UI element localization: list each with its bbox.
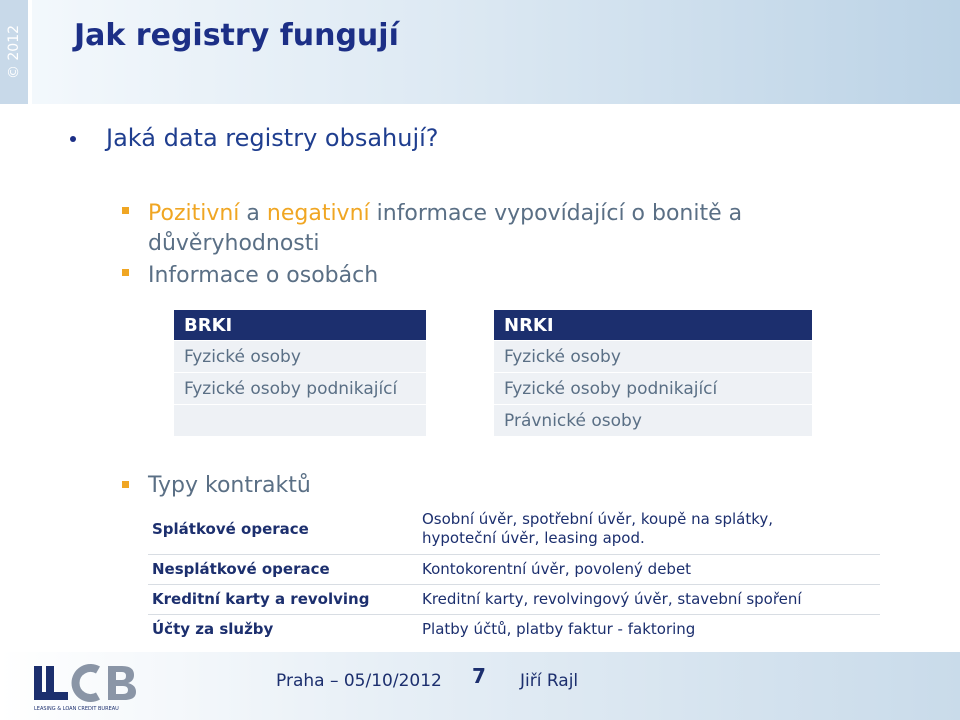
square-bullet-icon [122, 207, 129, 214]
square-bullet-icon [122, 481, 129, 488]
nrki-row: Fyzické osoby [494, 341, 812, 373]
footer-author: Jiří Rajl [520, 671, 579, 691]
contract-desc: Kontokorentní úvěr, povolený debet [412, 554, 880, 584]
contracts-table [148, 508, 880, 644]
slide-title: Jak registry fungují [74, 18, 399, 53]
table-row [148, 508, 880, 554]
word-pozitivni: Pozitivní [148, 201, 240, 226]
table-row [148, 584, 880, 614]
bullet-item-1 [148, 199, 742, 259]
nrki-row: Fyzické osoby podnikající [494, 373, 812, 405]
logo-subtitle: LEASING & LOAN CREDIT BUREAU [34, 706, 119, 712]
copyright-vertical [0, 0, 28, 104]
nrki-row: Právnické osoby [494, 405, 812, 437]
table-row [148, 554, 880, 584]
nrki-table [494, 310, 812, 436]
brki-header: BRKI [174, 310, 426, 341]
bullet-item-2: Informace o osobách [148, 263, 379, 288]
copyright-text: © 2012 [6, 24, 22, 80]
contract-type: Nesplátkové operace [148, 554, 412, 584]
word-negativni: negativní [266, 201, 370, 226]
contract-desc: Platby účtů, platby faktur - faktoring [412, 614, 880, 644]
llcb-logo [32, 662, 152, 712]
square-bullet-icon [122, 269, 129, 276]
contract-desc-line1: Osobní úvěr, spotřební úvěr, koupě na splátky, [422, 510, 774, 528]
page-number: 7 [472, 664, 486, 688]
contract-desc-line2: hypoteční úvěr, leasing apod. [422, 529, 645, 547]
contract-type: Kreditní karty a revolving [148, 584, 412, 614]
bullet-item-3: Typy kontraktů [148, 473, 311, 498]
item1-rest: informace vypovídající o bonitě a [369, 201, 743, 226]
brki-row: Fyzické osoby [174, 341, 426, 373]
llcb-logo-icon [32, 662, 152, 712]
table-row [148, 614, 880, 644]
contract-desc [412, 508, 880, 554]
contract-desc: Kreditní karty, revolvingový úvěr, stavební spoření [412, 584, 880, 614]
brki-row: Fyzické osoby podnikající [174, 373, 426, 405]
contract-type: Účty za služby [148, 614, 412, 644]
bullet-dot-icon [70, 136, 76, 142]
bullet-level1: Jaká data registry obsahují? [106, 124, 439, 152]
contract-type: Splátkové operace [152, 520, 309, 538]
footer-date: Praha – 05/10/2012 [276, 671, 442, 691]
word-a: a [239, 201, 267, 226]
brki-row [174, 405, 426, 437]
item1-line2: důvěryhodnosti [148, 231, 320, 256]
brki-table [174, 310, 426, 436]
nrki-header: NRKI [494, 310, 812, 341]
